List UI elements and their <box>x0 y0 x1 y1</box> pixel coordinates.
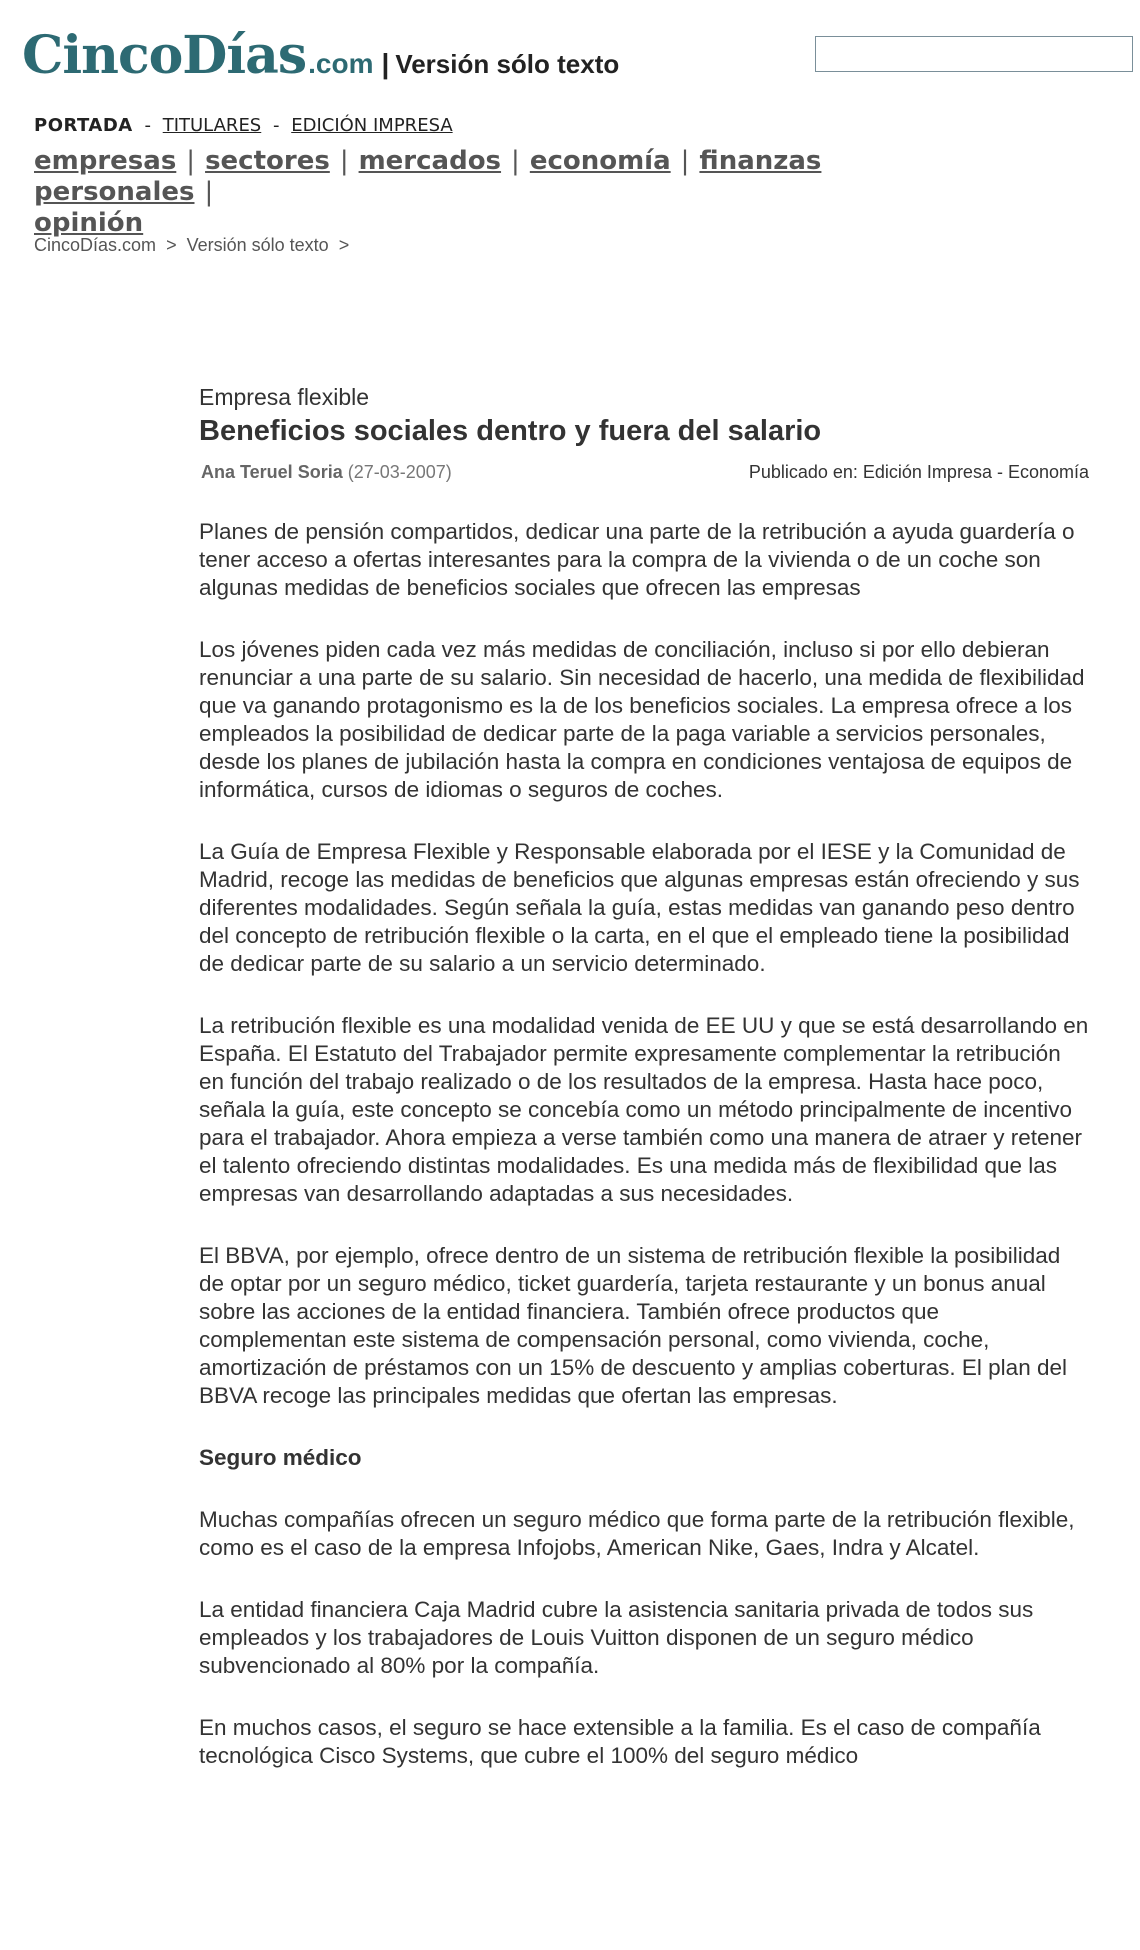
section-link-mercados[interactable]: mercados <box>358 146 502 176</box>
article-body <box>199 518 1089 1770</box>
section-navigation <box>34 146 994 239</box>
article-paragraph: Los jóvenes piden cada vez más medidas de conciliación, incluso si por ello debieran renunciar a una parte de su salario. Sin necesidad de hacerlo, una medida de flexibilidad que va ganando protagonismo es la de los beneficios sociales. La empresa ofrece a los empleados la posibilidad de dedicar parte de la paga variable a servicios personales, desde los planes de jubilación hasta la compra en condiciones ventajosa de equipos de informática, cursos de idiomas o seguros de coches. <box>199 637 1085 802</box>
breadcrumb-separator: > <box>166 235 177 255</box>
article-kicker: Empresa flexible <box>199 384 370 410</box>
nav-portada[interactable]: PORTADA <box>34 115 133 136</box>
breadcrumb-separator: > <box>338 235 350 255</box>
published-in: Publicado en: Edición Impresa - Economía <box>748 462 1089 482</box>
nav-edicion-impresa[interactable]: EDICIÓN IMPRESA <box>291 115 453 136</box>
article-paragraph: La retribución flexible es una modalidad venida de EE UU y que se está desarrollando en España. El Estatuto del Trabajador permite expresamente complementar la retribución en función del trabajo realizado o de los resultados de la empresa. Hasta hace poco, señala la guía, este concepto se concebía como un método principalmente de incentivo para el trabajador. Ahora empieza a verse también como una manera de atraer y retener el talento ofreciendo distintas modalidades. Es una medida más de flexibilidad que las empresas van desarrollando adaptadas a sus necesidades. <box>199 1013 1089 1206</box>
breadcrumb <box>34 235 354 256</box>
section-separator: | <box>511 146 520 176</box>
section-separator: | <box>204 177 214 207</box>
section-link-finanzas-personales[interactable]: finanzas personales <box>34 146 822 207</box>
section-separator: | <box>186 146 196 176</box>
site-logo[interactable] <box>22 25 620 86</box>
article <box>199 383 1089 1804</box>
site-subtitle: Versión sólo texto <box>395 49 620 79</box>
breadcrumb-section[interactable]: Versión sólo texto <box>186 235 329 255</box>
article-subheading: Seguro médico <box>199 1445 362 1470</box>
article-date: (27-03-2007) <box>347 462 452 482</box>
logo-separator: | <box>381 48 390 79</box>
section-separator: | <box>680 146 690 176</box>
breadcrumb-home[interactable]: CincoDías.com <box>34 235 157 255</box>
article-paragraph: El BBVA, por ejemplo, ofrece dentro de un sistema de retribución flexible la posibilidad de optar por un seguro médico, ticket guardería, tarjeta restaurante y un bonus anual sobre las acciones de la entidad financiera. También ofrece productos que complementan este sistema de compensación personal, como vivienda, coche, amortización de préstamos con un 15% de descuento y amplias coberturas. El plan del BBVA recoge las principales medidas que ofertan las empresas. <box>199 1243 1067 1408</box>
logo-dotcom[interactable]: .com <box>308 48 374 79</box>
search-input[interactable] <box>815 36 1133 72</box>
article-paragraph: La Guía de Empresa Flexible y Responsable elaborada por el IESE y la Comunidad de Madrid, recoge las medidas de beneficios que algunas empresas están ofreciendo y sus diferentes modalidades. Según señala la guía, estas medidas van ganando peso dentro del concepto de retribución flexible o la carta, en el que el empleado tiene la posibilidad de dedicar parte de su salario a un servicio determinado. <box>199 839 1080 976</box>
logo-wordmark[interactable]: CincoDías <box>22 25 307 86</box>
section-link-sectores[interactable]: sectores <box>205 146 330 176</box>
article-paragraph: En muchos casos, el seguro se hace extensible a la familia. Es el caso de compañía tecnológica Cisco Systems, que cubre el 100% del seguro médico <box>199 1715 1041 1768</box>
nav-separator: - <box>144 115 151 136</box>
article-headline: Beneficios sociales dentro y fuera del salario <box>199 415 822 447</box>
author-name: Ana Teruel Soria <box>201 462 343 482</box>
article-paragraph: Planes de pensión compartidos, dedicar una parte de la retribución a ayuda guardería o tener acceso a ofertas interesantes para la compra de la vivienda o de un coche son algunas medidas de beneficios sociales que ofrecen las empresas <box>199 519 1075 600</box>
article-meta <box>199 462 1089 488</box>
nav-titulares[interactable]: TITULARES <box>162 115 262 136</box>
section-link-empresas[interactable]: empresas <box>34 146 177 176</box>
section-link-opinion[interactable]: opinión <box>34 208 144 238</box>
article-paragraph: Muchas compañías ofrecen un seguro médico que forma parte de la retribución flexible, como es el caso de la empresa Infojobs, American Nike, Gaes, Indra y Alcatel. <box>199 1507 1075 1560</box>
nav-separator: - <box>272 115 280 136</box>
section-link-economia[interactable]: economía <box>529 146 671 176</box>
top-navigation <box>34 115 453 136</box>
article-paragraph: La entidad financiera Caja Madrid cubre la asistencia sanitaria privada de todos sus empleados y los trabajadores de Louis Vuitton disponen de un seguro médico subvencionado al 80% por la compañía. <box>199 1597 1034 1678</box>
section-separator: | <box>339 146 349 176</box>
article-byline <box>201 462 452 483</box>
